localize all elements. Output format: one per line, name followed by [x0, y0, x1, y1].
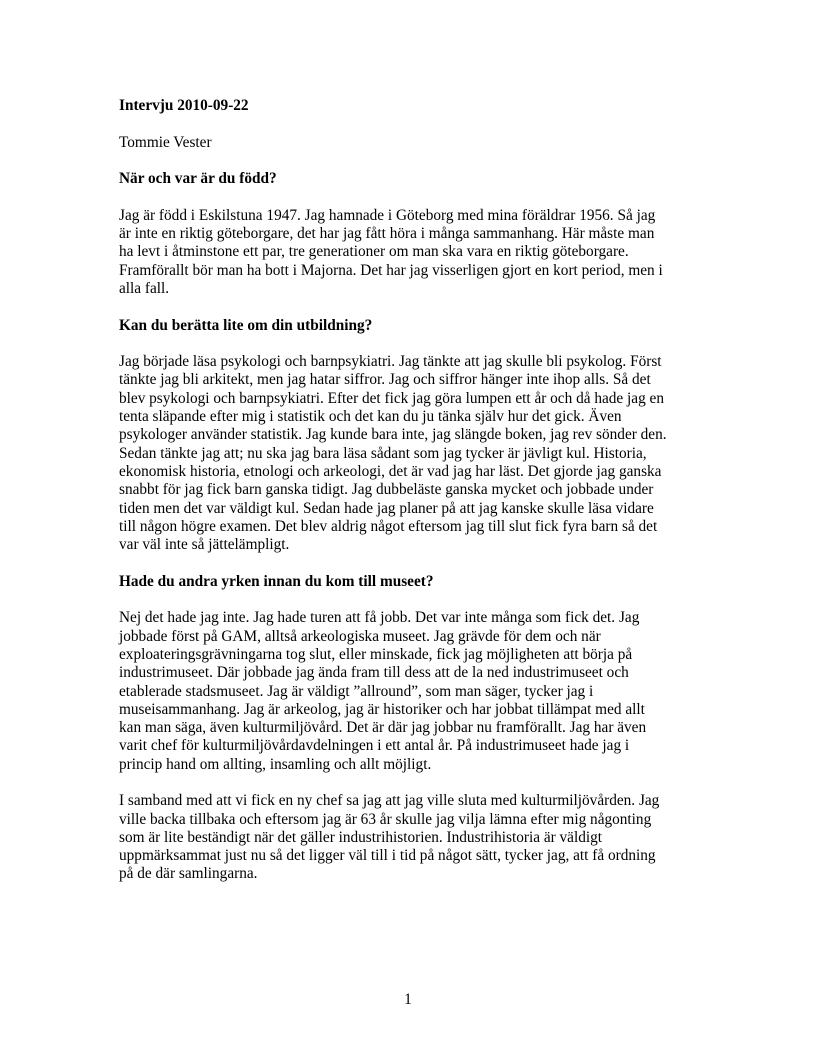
interviewee-name: Tommie Vester: [119, 133, 212, 151]
spacer: [119, 335, 699, 353]
spacer: [119, 774, 699, 792]
answer-paragraph: Jag började läsa psykologi och barnpsykiatri. Jag tänkte att jag skulle bli psykolog. Först tänkte jag bli arkitekt, men jag hatar siffror. Jag och siffror hänger inte ihop alls. Så det blev psykologi och barnpsykiatri. Efter det fick jag göra lumpen ett år och då hade jag en tenta släpande efter mig i statistik och det kan du ju tänka själv hur det gick. Även psykologer använder statistik. Jag kunde bara inte, jag slängde boken, jag rev sönder den. Sedan tänkte jag att; nu ska jag bara läsa sådant som jag tycker är jävligt kul. Historia, ekonomisk historia, etnologi och arkeologi, det är vad jag har läst. Det gjorde jag ganska snabbt för jag fick barn ganska tidigt. Jag dubbeläste ganska mycket och jobbade under tiden men det var väldigt kul. Sedan hade jag planer på att jag kanske skulle läsa vidare till någon högre examen. Det blev aldrig något eftersom jag till slut fick fyra barn så det var väl inte så jättelämpligt.: [119, 353, 667, 554]
answer-paragraph: Nej det hade jag inte. Jag hade turen att få jobb. Det var inte många som fick det. Jag jobbade först på GAM, alltså arkeologiska museet. Jag grävde för dem och när exploateringsgrävningarna tog slut, eller minskade, fick jag möjligheten att börja på industrimuseet. Där jobbade jag ända fram till dess att de la ned industrimuseet och etablerade stadsmuseet. Jag är väldigt ”allround”, som man säger, tycker jag i museisammanhang. Jag är arkeolog, jag är historiker och har jobbat tillämpat med allt kan man säga, även kulturmiljövård. Det är där jag jobbar nu framförallt. Jag har även varit chef för kulturmiljövårdavdelningen i ett antal år. På industrimuseet hade jag i princip hand om allting, insamling och allt möjligt.: [119, 609, 647, 773]
spacer: [119, 298, 699, 316]
spacer: [119, 152, 699, 170]
spacer: [119, 554, 699, 572]
document-title: Intervju 2010-09-22: [119, 97, 249, 114]
spacer: [119, 115, 699, 133]
answer-paragraph: Jag är född i Eskilstuna 1947. Jag hamnade i Göteborg med mina föräldrar 1956. Så jag är inte en riktig göteborgare, det har jag fått höra i många sammanhang. Här måste man ha levt i åtminstone ett par, tre generationer om man ska vara en riktig göteborgare. Framförallt bör man ha bott i Majorna. Det har jag visserligen gjort en kort period, men i alla fall.: [119, 206, 663, 297]
question-heading: Hade du andra yrken innan du kom till museet?: [119, 572, 434, 590]
document-page: [119, 97, 699, 884]
question-heading: Kan du berätta lite om din utbildning?: [119, 316, 373, 334]
spacer: [119, 188, 699, 206]
question-heading: När och var är du född?: [119, 170, 277, 188]
spacer: [119, 591, 699, 609]
answer-paragraph: I samband med att vi fick en ny chef sa jag att jag ville sluta med kulturmiljövården. Jag ville backa tillbaka och eftersom jag är 63 år skulle jag vilja lämna efter mig någonting som är lite beständigt när det gäller industrihistorien. Industrihistoria är väldigt uppmärksammat just nu så det ligger väl till i tid på något sätt, tycker jag, att få ordning på de där samlingarna.: [119, 792, 660, 883]
page-number: 1: [404, 991, 412, 1008]
